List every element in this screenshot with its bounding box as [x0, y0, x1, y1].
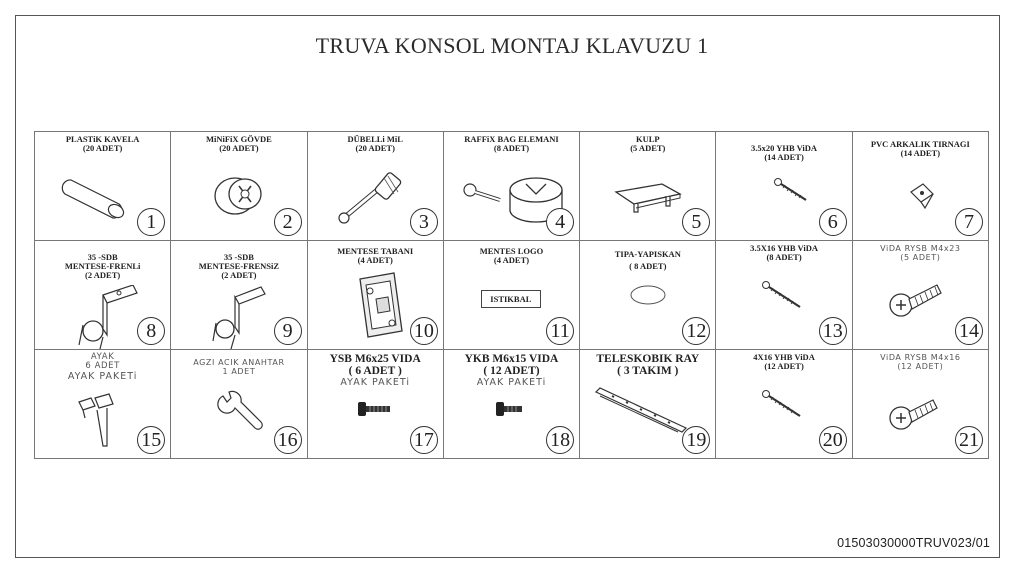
part-number: 19	[682, 426, 710, 454]
part-cell-20	[716, 350, 852, 459]
part-qty: (8 ADET)	[493, 143, 530, 153]
part-cell-19	[580, 350, 716, 459]
bolt-icon	[887, 388, 957, 438]
part-cell-17	[308, 350, 444, 459]
part-name: 35 -SDB	[223, 252, 254, 262]
part-cell-13	[716, 241, 852, 350]
part-number: 4	[546, 208, 574, 236]
part-number: 2	[274, 208, 302, 236]
part-number: 15	[137, 426, 165, 454]
part-cell-10	[308, 241, 444, 350]
part-cell-7	[853, 132, 989, 241]
part-number: 13	[819, 317, 847, 345]
part-qty: (20 ADET)	[219, 143, 259, 153]
part-name: 4X16 YHB ViDA	[753, 352, 815, 362]
hinge-icon	[207, 285, 277, 350]
part-cell-14	[853, 241, 989, 350]
part-number: 9	[274, 317, 302, 345]
part-qty: (5 ADET)	[630, 143, 666, 153]
part-name-2: MENTESE-FRENLi	[64, 261, 141, 271]
part-qty: (20 ADET)	[355, 143, 395, 153]
parts-grid	[34, 131, 989, 459]
part-number: 14	[955, 317, 983, 345]
part-name: TIPA-YAPISKAN	[614, 249, 681, 259]
part-cell-12	[580, 241, 716, 350]
part-number: 10	[410, 317, 438, 345]
bolt-icon	[356, 398, 396, 422]
part-name: DÜBELLi MiL	[347, 134, 403, 144]
minifix-body-icon	[205, 166, 275, 226]
part-cell-11	[444, 241, 580, 350]
part-qty: (2 ADET)	[221, 270, 257, 280]
part-name: PLASTiK KAVELA	[65, 134, 140, 144]
part-number: 7	[955, 208, 983, 236]
part-name: RAFFiX BAG ELEMANI	[464, 134, 559, 144]
part-name: 35 -SDB	[87, 252, 118, 262]
screw-icon	[760, 386, 820, 426]
part-name: PVC ARKALIK TIRNAGI	[870, 139, 970, 149]
part-name: ViDA RYSB M4x16	[880, 353, 961, 362]
part-number: 6	[819, 208, 847, 236]
part-cell-3	[308, 132, 444, 241]
part-qty: 6 ADET	[85, 361, 120, 371]
part-note: AYAK PAKETi	[340, 377, 410, 388]
part-cell-6	[716, 132, 852, 241]
part-note: AYAK PAKETi	[67, 371, 138, 382]
screw-icon	[772, 174, 832, 214]
part-name: AGZI ACIK ANAHTAR	[193, 358, 285, 367]
bolt-icon	[494, 398, 530, 422]
part-name: MENTES LOGO	[479, 246, 544, 256]
part-number: 1	[137, 208, 165, 236]
document-code: 01503030000TRUV023/01	[837, 536, 990, 550]
part-qty: (4 ADET)	[493, 255, 530, 265]
leg-icon	[73, 388, 133, 448]
part-name-2: MENTESE-FRENSiZ	[198, 261, 280, 271]
part-name: 3.5X16 YHB ViDA	[750, 243, 819, 253]
dowel-icon	[61, 166, 141, 226]
part-cell-8	[35, 241, 171, 350]
part-note: AYAK PAKETi	[476, 377, 547, 388]
part-cell-18	[444, 350, 580, 459]
part-number: 11	[546, 317, 574, 345]
part-name: 3.5x20 YHB ViDA	[751, 143, 818, 153]
part-number: 20	[819, 426, 847, 454]
hinge-base-icon	[350, 271, 410, 341]
part-cell-16	[171, 350, 307, 459]
part-qty: (4 ADET)	[357, 255, 393, 265]
dowel-pin-icon	[332, 164, 412, 234]
part-qty: (14 ADET)	[764, 152, 804, 162]
part-number: 8	[137, 317, 165, 345]
page-title: TRUVA KONSOL MONTAJ KLAVUZU 1	[315, 33, 709, 58]
part-name: MENTESE TABANI	[337, 246, 414, 256]
part-qty: (20 ADET)	[82, 143, 123, 153]
part-number: 18	[546, 426, 574, 454]
part-qty: ( 6 ADET )	[348, 365, 402, 377]
part-cell-4	[444, 132, 580, 241]
part-name: KULP	[635, 134, 660, 144]
wrench-icon	[215, 390, 275, 440]
part-cell-1	[35, 132, 171, 241]
part-qty: ( 3 TAKIM )	[617, 365, 679, 377]
part-number: 12	[682, 317, 710, 345]
part-number: 3	[410, 208, 438, 236]
part-qty: ( 12 ADET)	[483, 365, 540, 377]
hinge-logo-icon: ISTIKBAL	[481, 290, 541, 308]
part-number: 21	[955, 426, 983, 454]
part-name: ViDA RYSB M4x23	[880, 244, 961, 253]
part-qty: (2 ADET)	[85, 270, 121, 280]
part-qty: (12 ADET)	[897, 362, 944, 371]
part-qty: (5 ADET)	[900, 253, 941, 262]
part-cell-15	[35, 350, 171, 459]
part-name: AYAK	[90, 352, 115, 362]
part-name: MiNiFiX GÖVDE	[205, 134, 272, 144]
part-cell-21	[853, 350, 989, 459]
part-cell-9	[171, 241, 307, 350]
part-name: TELESKOBIK RAY	[596, 353, 700, 365]
part-number: 5	[682, 208, 710, 236]
part-name: YKB M6x15 VIDA	[464, 353, 559, 365]
part-qty: (8 ADET)	[766, 252, 802, 262]
part-qty: (12 ADET)	[764, 361, 804, 371]
part-name: YSB M6x25 VIDA	[329, 353, 421, 365]
part-qty: ( 8 ADET)	[629, 261, 667, 271]
hinge-icon	[73, 285, 143, 350]
part-number: 16	[274, 426, 302, 454]
handle-icon	[610, 166, 690, 226]
part-number: 17	[410, 426, 438, 454]
part-cell-2	[171, 132, 307, 241]
part-qty: 1 ADET	[222, 367, 256, 376]
telescopic-rail-icon	[592, 380, 692, 440]
screw-icon	[760, 277, 820, 317]
part-qty: (14 ADET)	[900, 148, 941, 158]
bolt-icon	[887, 275, 957, 325]
back-panel-clip-icon	[903, 174, 943, 214]
part-cell-5	[580, 132, 716, 241]
adhesive-cap-icon	[628, 283, 668, 307]
